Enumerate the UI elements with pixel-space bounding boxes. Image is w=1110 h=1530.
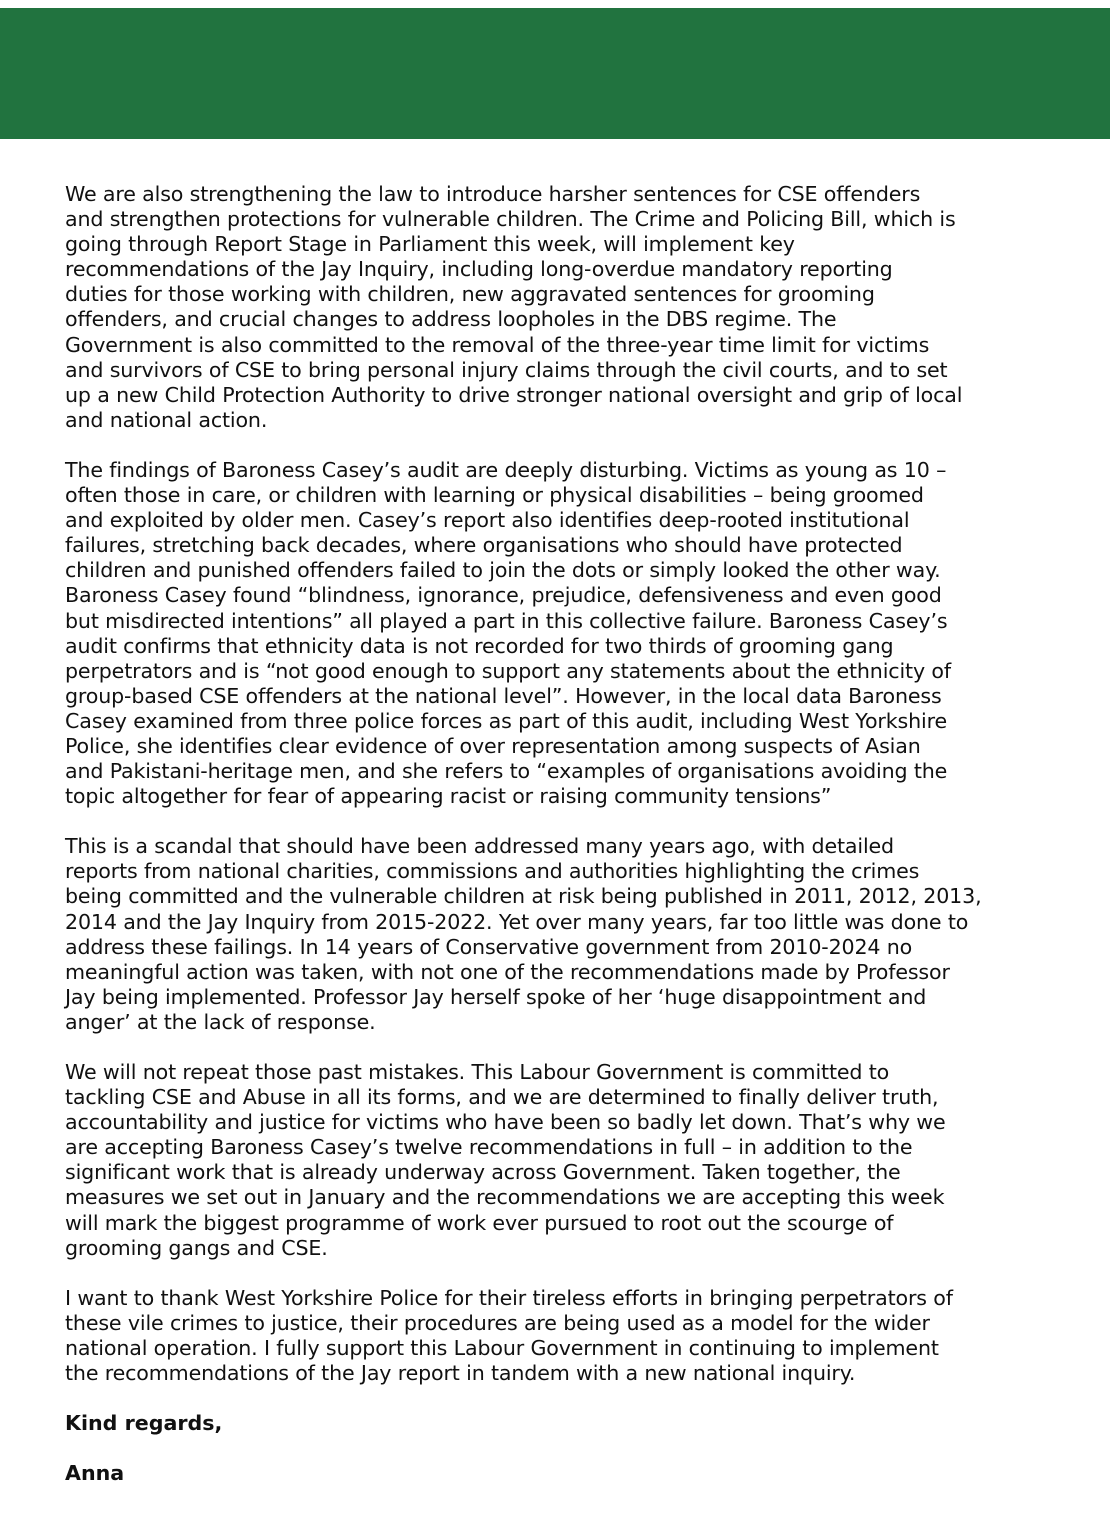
closing-salutation: Kind regards, <box>65 1411 223 1436</box>
header-band <box>0 8 1110 139</box>
paragraph-thanks-police: I want to thank West Yorkshire Police for their tireless efforts in bringing perpetrators of these vile crimes to justice, their procedures are being used as a model for the wider national operation. I fully support this Labour Government in continuing to implement the recommendations of the Jay report in tandem with a new national inquiry. <box>65 1285 953 1386</box>
letter-body <box>65 182 1055 1511</box>
paragraph-casey-findings: The findings of Baroness Casey’s audit are deeply disturbing. Victims as young as 10 – often those in care, or children with learning or physical disabilities – being groomed and exploited by older men. Casey’s report also identifies deep-rooted institutional failures, stretching back decades, where organisations who should have protected children and punished offenders failed to join the dots or simply looked the other way. Baroness Casey found “blindness, ignorance, prejudice, defensiveness and even good but misdirected intentions” all played a part in this collective failure. Baroness Casey’s audit confirms that ethnicity data is not recorded for two thirds of grooming gang perpetrators and is “not good enough to support any statements about the ethnicity of group-based CSE offenders at the national level”. However, in the local data Baroness Casey examined from three police forces as part of this audit, including West Yorkshire Police, she identifies clear evidence of over representation among suspects of Asian and Pakistani-heritage men, and she refers to “examples of organisations avoiding the topic altogether for fear of appearing racist or raising community tensions” <box>65 457 951 809</box>
paragraph-law-strengthening: We are also strengthening the law to introduce harsher sentences for CSE offenders and strengthen protections for vulnerable children. The Crime and Policing Bill, which is going through Report Stage in Parliament this week, will implement key recommendations of the Jay Inquiry, including long-overdue mandatory reporting duties for those working with children, new aggravated sentences for grooming offenders, and crucial changes to address loopholes in the DBS regime. The Government is also committed to the removal of the three-year time limit for victims and survivors of CSE to bring personal injury claims through the civil courts, and to set up a new Child Protection Authority to drive stronger national oversight and grip of local and national action. <box>65 182 963 432</box>
paragraph-scandal-history: This is a scandal that should have been addressed many years ago, with detailed reports from national charities, commissions and authorities highlighting the crimes being committed and the vulnerable children at risk being published in 2011, 2012, 2013, 2014 and the Jay Inquiry from 2015-2022. Yet over many years, far too little was done to address these failings. In 14 years of Conservative government from 2010-2024 no meaningful action was taken, with not one of the recommendations made by Professor Jay being implemented. Professor Jay herself spoke of her ‘huge disappointment and anger’ at the lack of response. <box>65 834 982 1034</box>
paragraph-government-commitment: We will not repeat those past mistakes. This Labour Government is committed to tackling CSE and Abuse in all its forms, and we are determined to finally deliver truth, accountability and justice for victims who have been so badly let down. That’s why we are accepting Baroness Casey’s twelve recommendations in full – in addition to the significant work that is already underway across Government. Taken together, the measures we set out in January and the recommendations we are accepting this week will mark the biggest programme of work ever pursued to root out the scourge of grooming gangs and CSE. <box>65 1060 946 1260</box>
signature-name: Anna <box>65 1461 125 1486</box>
